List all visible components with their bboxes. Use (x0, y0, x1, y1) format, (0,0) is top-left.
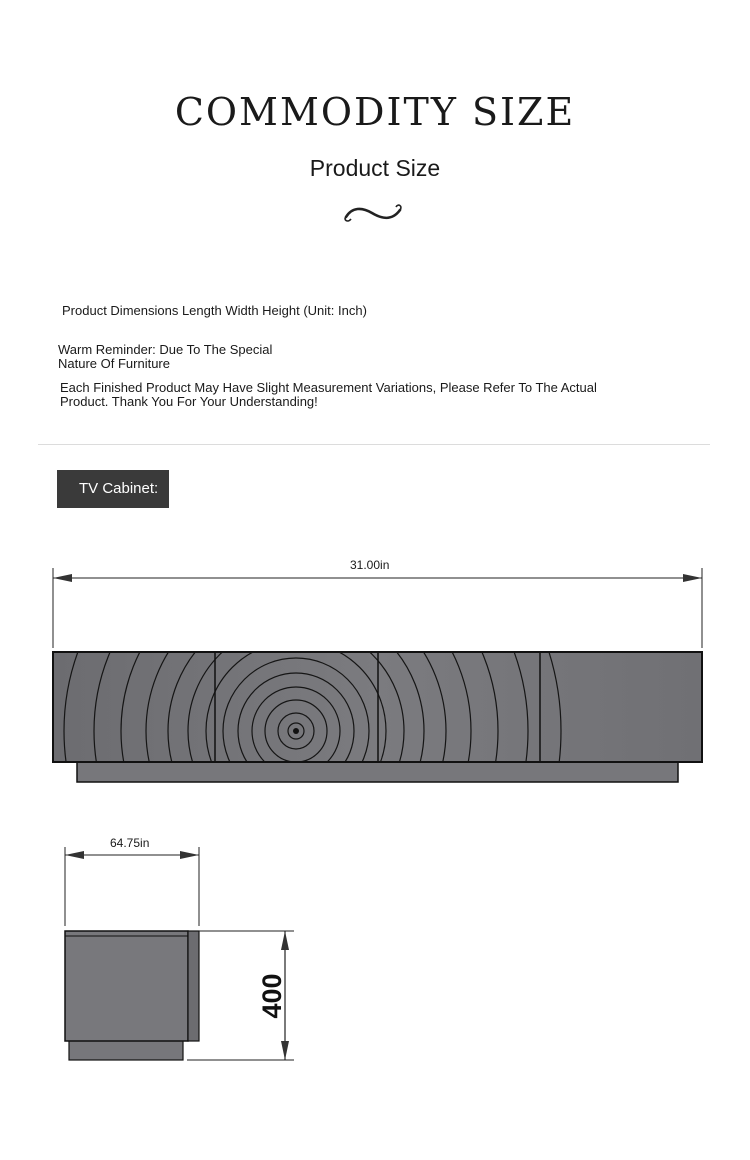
page-subtitle: Product Size (309, 155, 441, 181)
length-label: 31.00in (350, 558, 390, 572)
length-dimension (53, 568, 702, 648)
tv-cabinet-side-view (65, 931, 199, 1060)
arrow-right-icon (683, 574, 702, 582)
arrow-down-icon (281, 1041, 289, 1060)
tv-cabinet-front-view (31, 466, 702, 996)
reminder-line-1: Warm Reminder: Due To The Special (58, 342, 273, 357)
reminder-line-2: Nature Of Furniture (58, 356, 170, 371)
page-title: COMMODITY SIZE (174, 90, 576, 134)
arrow-left-icon (65, 851, 84, 859)
variation-line-2: Product. Thank You For Your Understanding! (60, 394, 318, 409)
cabinet-base (77, 762, 678, 782)
variation-line-1: Each Finished Product May Have Slight Measurement Variations, Please Refer To The Actual (60, 380, 597, 395)
arrow-up-icon (281, 931, 289, 950)
arrow-left-icon (53, 574, 72, 582)
depth-label: 64.75in (110, 836, 150, 850)
section-badge: TV Cabinet: (57, 470, 169, 508)
arrow-right-icon (180, 851, 199, 859)
height-label: 400 (257, 973, 287, 1019)
depth-dimension (65, 847, 199, 926)
height-dimension (187, 931, 294, 1060)
dimensions-note: Product Dimensions Length Width Height (Unit: Inch) (62, 303, 367, 318)
